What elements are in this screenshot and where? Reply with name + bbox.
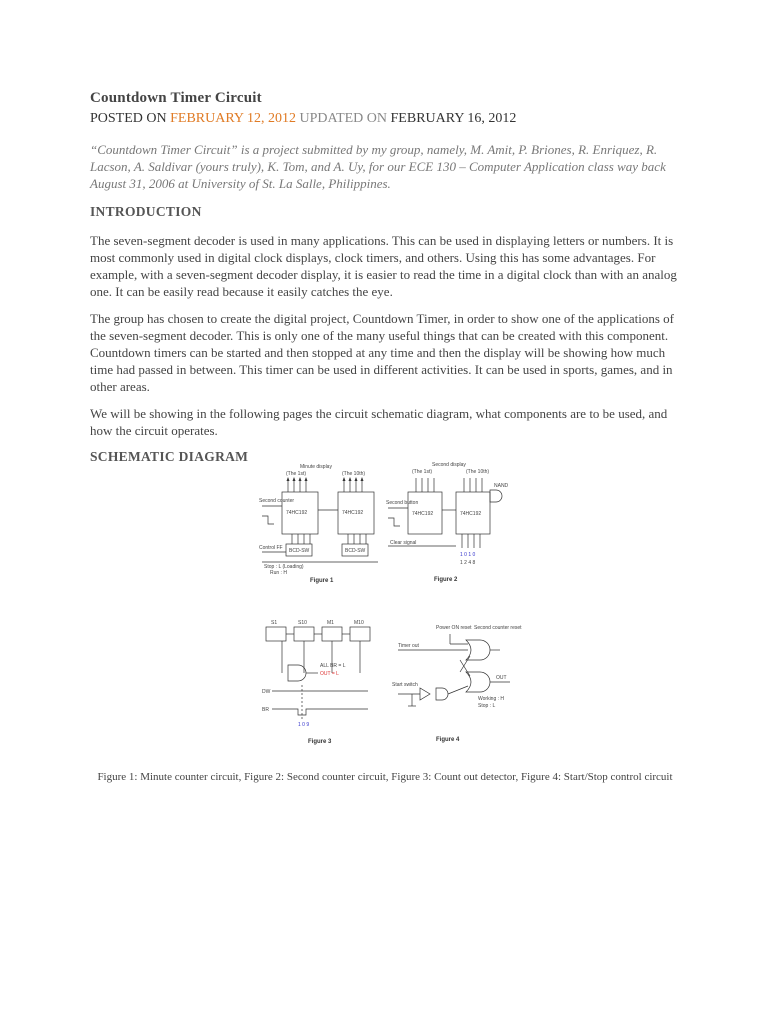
- article: [90, 90, 680, 477]
- fig1-chip2: 74HC192: [342, 510, 364, 516]
- fig3-br: BR: [262, 707, 269, 713]
- fig1-sub1: (The 1st): [286, 471, 307, 477]
- updated-date: FEBRUARY 16, 2012: [390, 111, 517, 126]
- fig3-label: Figure 3: [308, 739, 332, 745]
- fig2-sub1: (The 1st): [412, 469, 433, 475]
- fig2-label: Figure 2: [434, 577, 458, 583]
- figure-caption: Figure 1: Minute counter circuit, Figure 2: Second counter circuit, Figure 3: Count out detector, Figure 4: Start/Stop control circuit: [97, 771, 673, 783]
- posted-date-link[interactable]: FEBRUARY 12, 2012: [170, 111, 297, 126]
- fig1-note2: Run : H: [270, 570, 287, 576]
- fig1-sub2: (The 10th): [342, 471, 366, 477]
- fig2-in1: Second button: [386, 500, 419, 506]
- fig1-note: Stop : L (Loading): [264, 564, 304, 570]
- fig4-label: Figure 4: [436, 737, 460, 743]
- fig4-stop: Stop : L: [478, 703, 496, 709]
- figure-2-diagram: [386, 460, 512, 584]
- post-meta: [90, 111, 680, 127]
- fig4-out: OUT: [496, 675, 507, 681]
- introduction-heading: INTRODUCTION: [90, 204, 202, 219]
- fig3-s10: S10: [298, 620, 307, 626]
- fig1-chip1: 74HC192: [286, 510, 308, 516]
- fig2-sub2: (The 10th): [466, 469, 490, 475]
- fig3-dw: DW: [262, 689, 271, 695]
- fig3-out: OUT = L: [320, 671, 339, 677]
- posted-on-label: POSTED ON: [90, 111, 167, 126]
- fig2-weights: 1 2 4 8: [460, 560, 476, 566]
- fig4-start: Start switch: [392, 682, 418, 688]
- fig1-bcd1: BCD-SW: [289, 548, 310, 554]
- fig1-bcd2: BCD-SW: [345, 548, 366, 554]
- figure-4-diagram: [390, 620, 522, 746]
- fig4-timer-out: Timer out: [398, 643, 419, 649]
- fig3-all-br: ALL BR = L: [320, 663, 346, 669]
- fig1-in2: Control FF: [259, 545, 283, 551]
- fig2-chip1: 74HC192: [412, 511, 434, 517]
- figure-1-diagram: [258, 462, 388, 584]
- schematic-heading: SCHEMATIC DIAGRAM: [90, 449, 249, 464]
- fig4-power-on: Power ON reset: [436, 625, 472, 631]
- fig1-heading: Minute display: [300, 464, 332, 470]
- updated-on-label: UPDATED ON: [299, 111, 388, 126]
- body-paragraph-3: We will be showing in the following pages the circuit schematic diagram, what components are to be used, and how the circuit operates.: [90, 406, 668, 438]
- post-title: Countdown Timer Circuit: [90, 90, 262, 106]
- fig2-in2: Clear signal: [390, 540, 417, 546]
- body-paragraph-2: The group has chosen to create the digital project, Countdown Timer, in order to show one of the applications of the seven-segment decoder. This is only one of the many useful things that can be created with this component. Countdown timers can be started and then stopped at any time and then the display will be showing how much time had passed in between. This timer can be used in different activities. It can be used in sports, games, and in other areas.: [90, 311, 674, 394]
- fig2-bits: 1 0 1 0: [460, 552, 476, 558]
- fig2-chip2: 74HC192: [460, 511, 482, 517]
- fig4-second-counter: Second counter reset: [474, 625, 522, 631]
- figure-3-diagram: [258, 615, 388, 747]
- intro-paragraph: “Countdown Timer Circuit” is a project submitted by my group, namely, M. Amit, P. Briones, R. Enriquez, R. Lacson, A. Saldivar (yours truly), K. Tom, and A. Uy, for our ECE 130 – Computer Application class way back August 31, 2006 at University of St. La Salle, Philippines.: [90, 142, 666, 191]
- fig3-m1: M1: [327, 620, 334, 626]
- fig1-label: Figure 1: [310, 578, 334, 584]
- fig2-heading: Second display: [432, 462, 466, 468]
- fig3-m10: M10: [354, 620, 364, 626]
- fig3-seq: 1 0 9: [298, 722, 310, 728]
- fig1-in1: Second counter: [259, 498, 295, 504]
- fig3-s1: S1: [271, 620, 278, 626]
- fig2-gate: NAND: [494, 483, 509, 489]
- body-paragraph-1: The seven-segment decoder is used in many applications. This can be used in displaying letters or numbers. It is most commonly used in digital clock displays, clock timers, and others. Using this has some advantages. For example, with a seven-segment decoder display, it is easier to read the time in a digital clock than with an analog one. It can be easily read because it easily catches the eye.: [90, 233, 677, 299]
- fig4-working: Working : H: [478, 696, 505, 702]
